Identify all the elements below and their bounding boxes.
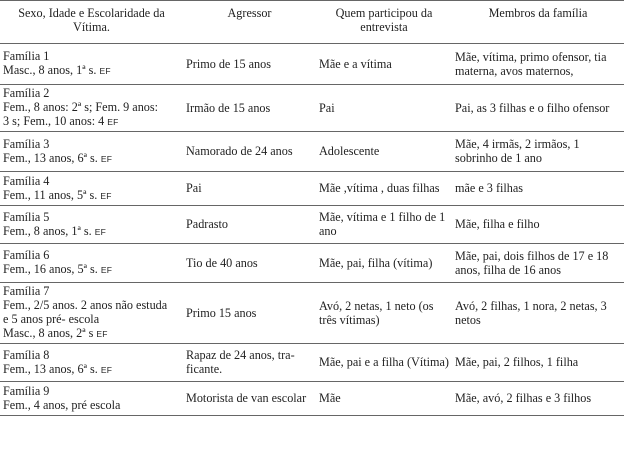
victim-detail-text: Masc., 8 anos, 1ª s. — [3, 63, 97, 77]
aggressor-cell — [183, 283, 316, 344]
table-row — [0, 244, 624, 283]
victim-cell — [0, 244, 183, 283]
victim-detail-text: Fem., 8 anos: 2ª s; Fem. 9 anos: — [3, 100, 159, 114]
family-members-cell — [452, 382, 624, 416]
interview-cell-text: Pai — [319, 100, 335, 115]
victim-detail-text: Fem., 4 anos, pré escola — [3, 398, 121, 412]
victim-cell — [0, 172, 183, 206]
family-members-cell-text: mãe e 3 filhas — [455, 181, 524, 195]
interview-cell — [316, 244, 452, 283]
interview-cell-text: Mãe, pai e a filha (Vítima) — [319, 355, 449, 369]
victim-cell — [0, 344, 183, 382]
family-members-cell-text: Mãe, filha e filho — [455, 217, 540, 231]
school-level-abbrev: EF — [100, 190, 112, 201]
interview-cell-text: Mãe, pai, filha (vítima) — [319, 255, 433, 270]
table-row — [0, 344, 624, 382]
family-members-cell-text: Mãe, pai, dois filhos de 17 e 18 anos, filha de 16 anos — [455, 248, 609, 277]
school-level-abbrev: EF — [96, 329, 108, 339]
table-row — [0, 382, 624, 416]
table-row — [0, 283, 624, 344]
aggressor-cell-text: Tio de 40 anos — [186, 255, 258, 270]
family-members-cell — [452, 132, 624, 172]
victim-detail-text: Fem., 2/5 anos. 2 anos não estuda — [3, 298, 168, 312]
school-level-abbrev: EF — [100, 265, 113, 275]
aggressor-cell — [183, 344, 316, 382]
victim-detail-line — [3, 151, 180, 166]
victim-detail-line — [3, 100, 180, 114]
family-members-cell — [452, 206, 624, 244]
interview-cell — [316, 344, 452, 382]
family-label: Família 2 — [3, 86, 50, 100]
table-row — [0, 206, 624, 244]
family-label: Família 1 — [3, 49, 50, 63]
family-members-cell — [452, 283, 624, 344]
header-interview: Quem participou da entrevista — [316, 1, 452, 44]
family-members-cell-text: Avó, 2 filhas, 1 nora, 2 netas, 3 netos — [455, 298, 607, 327]
header-aggressor: Agressor — [183, 1, 316, 44]
aggressor-cell — [183, 85, 316, 132]
victim-detail-line — [3, 114, 180, 129]
family-label: Família 3 — [3, 136, 50, 151]
family-members-cell — [452, 85, 624, 132]
victim-detail-line — [3, 63, 180, 78]
victim-detail-text: Fem., 16 anos, 5ª s. — [3, 262, 98, 276]
school-level-abbrev: EF — [99, 66, 111, 76]
victim-detail-line — [3, 262, 180, 277]
interview-cell — [316, 44, 452, 85]
interview-cell — [316, 132, 452, 172]
aggressor-cell-text: Primo de 15 anos — [186, 56, 271, 71]
victim-cell — [0, 206, 183, 244]
victim-cell — [0, 44, 183, 85]
aggressor-cell-text: Motorista de van escolar — [186, 391, 307, 405]
victim-detail-text: Fem., 8 anos, 1ª s. — [3, 223, 92, 238]
interview-cell — [316, 283, 452, 344]
table-row — [0, 132, 624, 172]
victim-cell — [0, 132, 183, 172]
header-family-members: Membros da família — [452, 1, 624, 44]
aggressor-cell-text: Namorado de 24 anos — [186, 144, 293, 158]
header-victim: Sexo, Idade e Escolaridade da Vítima. — [0, 1, 183, 44]
aggressor-cell — [183, 132, 316, 172]
family-members-cell — [452, 44, 624, 85]
victim-detail-line — [3, 362, 180, 377]
interview-cell-text: Mãe, vítima e 1 filho de 1 ano — [319, 210, 446, 238]
interview-cell — [316, 382, 452, 416]
interview-cell-text: Mãe — [319, 391, 341, 405]
table-row — [0, 44, 624, 85]
victim-detail-line — [3, 312, 180, 326]
victim-detail-text: Fem., 11 anos, 5ª s. — [3, 187, 98, 202]
aggressor-cell-text: Padrasto — [186, 217, 228, 231]
table-body — [0, 44, 624, 416]
interview-cell-text: Mãe e a vítima — [319, 56, 392, 71]
family-label: Família 6 — [3, 248, 50, 262]
interview-cell-text: Avó, 2 netas, 1 neto (os três vítimas) — [319, 298, 434, 327]
family-members-cell-text: Pai, as 3 filhas e o filho ofensor — [455, 100, 610, 115]
family-label: Família 5 — [3, 209, 50, 224]
victim-detail-text: Fem., 13 anos, 6ª s. — [3, 150, 98, 165]
aggressor-cell-text: Irmão de 15 anos — [186, 100, 271, 115]
victim-detail-text: e 5 anos pré- escola — [3, 312, 100, 326]
family-members-cell-text: Mãe, pai, 2 filhos, 1 filha — [455, 355, 579, 369]
family-members-cell-text: Mãe, 4 irmãs, 2 irmãos, 1 sobrinho de 1 ano — [455, 137, 580, 165]
family-members-cell — [452, 344, 624, 382]
school-level-abbrev: EF — [94, 226, 106, 237]
aggressor-cell — [183, 244, 316, 283]
aggressor-cell — [183, 206, 316, 244]
aggressor-cell-text: Primo 15 anos — [186, 305, 257, 320]
family-members-cell-text: Mãe, avó, 2 filhas e 3 filhos — [455, 391, 592, 405]
family-label: Família 8 — [3, 347, 50, 362]
victim-detail-text: 3 s; Fem., 10 anos: 4 — [3, 114, 105, 128]
header-row — [0, 1, 624, 44]
victim-detail-text: Fem., 13 anos, 6ª s. — [3, 361, 98, 376]
family-members-cell — [452, 172, 624, 206]
victim-cell — [0, 283, 183, 344]
aggressor-cell — [183, 382, 316, 416]
table-header — [0, 1, 624, 44]
family-members-cell-text: Mãe, vítima, primo ofensor, tia materna, avos maternos, — [455, 49, 607, 78]
table-row — [0, 85, 624, 132]
family-members-cell — [452, 244, 624, 283]
aggressor-cell-text: Pai — [186, 181, 202, 195]
victim-cell — [0, 85, 183, 132]
victim-detail-line — [3, 188, 180, 203]
victim-detail-line — [3, 298, 180, 312]
interview-cell — [316, 172, 452, 206]
school-level-abbrev: EF — [100, 153, 113, 164]
family-label: Família 9 — [3, 384, 50, 398]
family-label: Família 7 — [3, 284, 50, 298]
interview-cell-text: Mãe ,vítima , duas filhas — [319, 181, 440, 195]
interview-cell-text: Adolescente — [319, 144, 380, 158]
family-label: Família 4 — [3, 173, 50, 188]
victim-detail-text: Masc., 8 anos, 2ª s — [3, 326, 94, 340]
victim-detail-line — [3, 326, 180, 341]
interview-cell — [316, 85, 452, 132]
victim-detail-line — [3, 224, 180, 239]
school-level-abbrev: EF — [107, 117, 119, 127]
aggressor-cell — [183, 44, 316, 85]
interview-cell — [316, 206, 452, 244]
school-level-abbrev: EF — [100, 364, 113, 375]
aggressor-cell — [183, 172, 316, 206]
victim-detail-line — [3, 398, 180, 412]
table-row — [0, 172, 624, 206]
victim-cell — [0, 382, 183, 416]
aggressor-cell-text: Rapaz de 24 anos, tra-ficante. — [186, 348, 295, 376]
